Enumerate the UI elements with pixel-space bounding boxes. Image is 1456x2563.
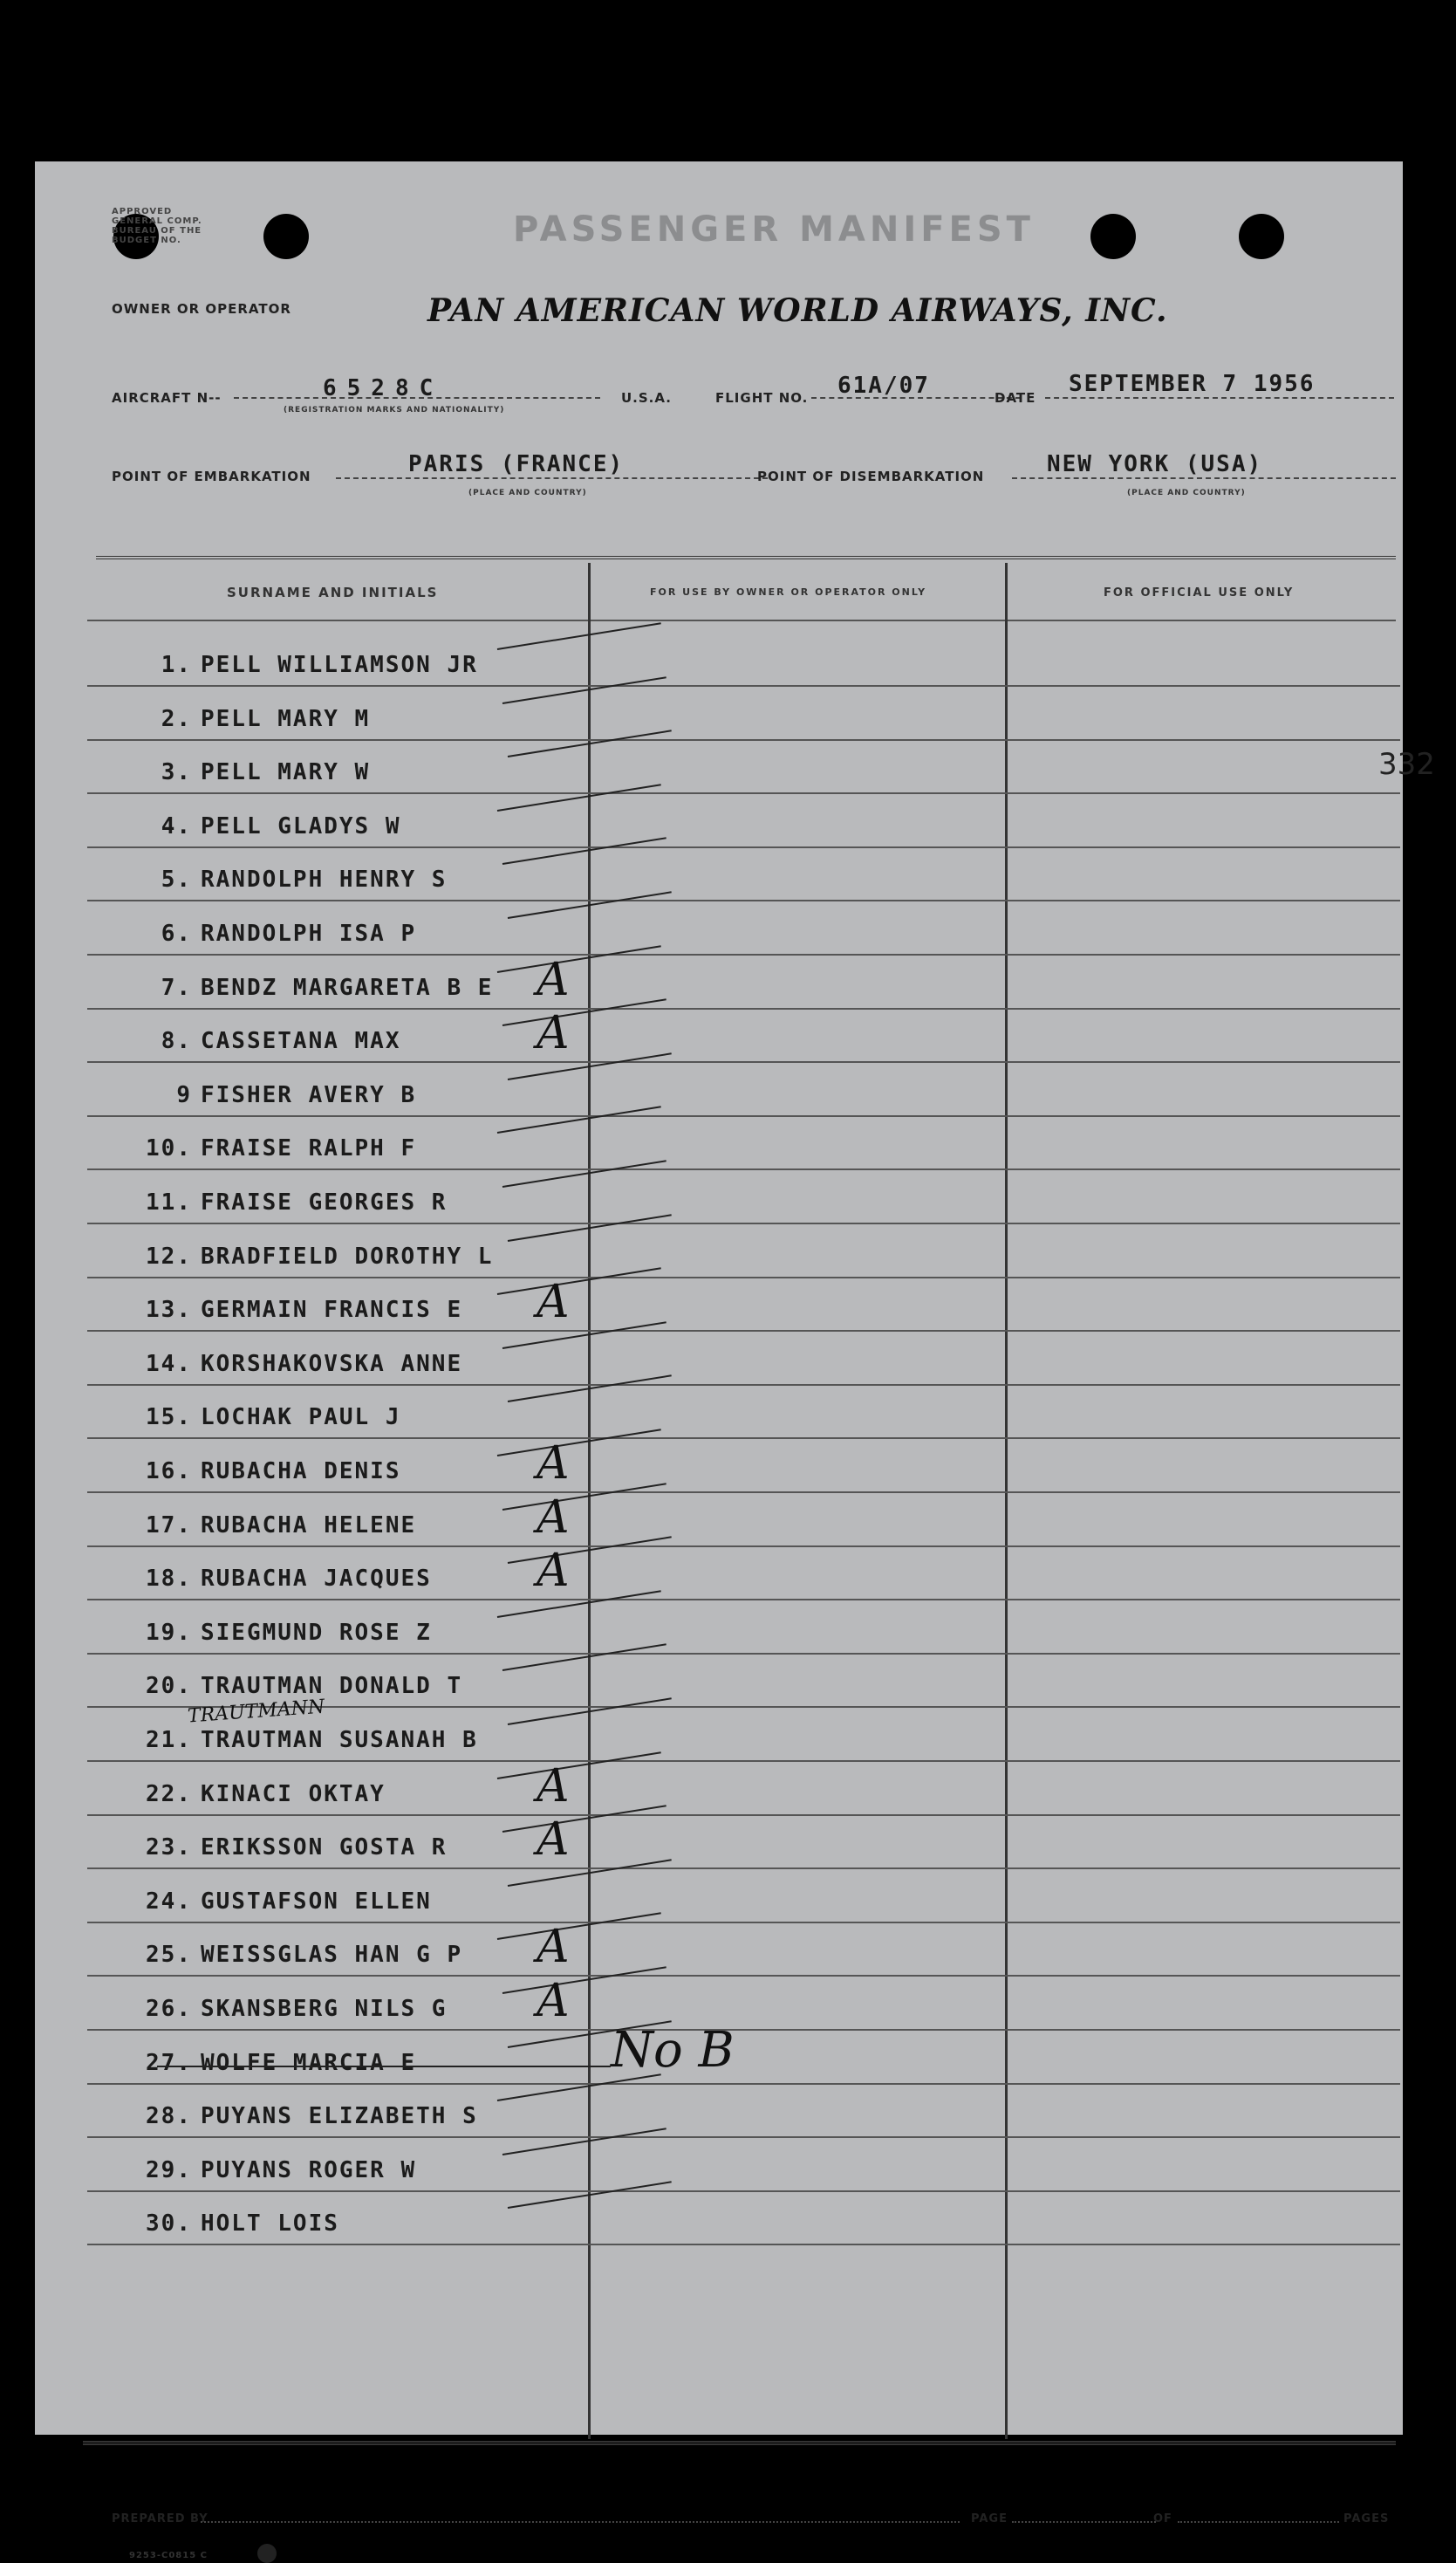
passenger-name: KINACI OKTAY xyxy=(201,1780,386,1807)
table-row xyxy=(87,1116,1400,1170)
row-number: 4. xyxy=(161,812,192,839)
row-number: 29. xyxy=(146,2156,192,2183)
table-row xyxy=(87,1278,1400,1332)
row-number: 3. xyxy=(161,759,192,786)
handwritten-mark: A xyxy=(537,1491,570,1544)
row-number: 30. xyxy=(146,2210,192,2237)
handwritten-mark: A xyxy=(537,1437,570,1490)
passenger-name: RUBACHA HELENE xyxy=(201,1511,417,1538)
col-header-surname: SURNAME AND INITIALS xyxy=(227,585,439,600)
row-number: 13. xyxy=(146,1297,192,1324)
of-label: OF xyxy=(1153,2512,1172,2525)
table-row xyxy=(87,1815,1400,1869)
passenger-name: CASSETANA MAX xyxy=(201,1028,401,1055)
passenger-name: GUSTAFSON ELLEN xyxy=(201,1888,432,1915)
row-number: 8. xyxy=(161,1028,192,1055)
table-row xyxy=(87,1009,1400,1063)
form-number: 9253-C0815 C xyxy=(129,2551,208,2560)
punch-hole xyxy=(1090,214,1136,259)
row-number: 28. xyxy=(146,2103,192,2130)
table-row xyxy=(87,633,1400,687)
passenger-name: LOCHAK PAUL J xyxy=(201,1404,401,1431)
table-row xyxy=(87,2191,1400,2245)
handwritten-mark: A xyxy=(537,1007,570,1060)
passenger-name: FRAISE GEORGES R xyxy=(201,1189,448,1216)
table-row xyxy=(87,2084,1400,2138)
table-row xyxy=(87,1385,1400,1439)
row-number: 23. xyxy=(146,1834,192,1861)
table-row xyxy=(87,953,1400,1010)
passenger-name: PELL WILLIAMSON JR xyxy=(201,652,478,678)
table-row xyxy=(87,1600,1400,1655)
disembarkation-label: POINT OF DISEMBARKATION xyxy=(757,469,985,484)
col-header-official: FOR OFFICIAL USE ONLY xyxy=(1104,586,1295,600)
passenger-name: PUYANS ELIZABETH S xyxy=(201,2103,478,2130)
passenger-name: RANDOLPH HENRY S xyxy=(201,867,448,894)
date-label: DATE xyxy=(995,390,1036,406)
handwritten-mark: A xyxy=(537,1545,570,1598)
row-number: 14. xyxy=(146,1350,192,1377)
official-value: 332 xyxy=(1378,747,1435,783)
punch-hole xyxy=(1239,214,1284,259)
table-row xyxy=(87,1869,1400,1923)
approval-code: APPROVED GENERAL COMP. BUREAU OF THE BUDGET NO. xyxy=(112,207,202,245)
row-number: 27. xyxy=(146,2049,192,2076)
table-row xyxy=(87,740,1435,794)
row-number: 25. xyxy=(146,1942,192,1969)
row-number: 26. xyxy=(146,1996,192,2022)
passenger-name: WEISSGLAS HAN G P xyxy=(201,1942,463,1969)
passenger-name: BRADFIELD DOROTHY L xyxy=(201,1243,494,1270)
embarkation-sublabel: (PLACE AND COUNTRY) xyxy=(468,489,587,497)
handwritten-mark: A xyxy=(537,1276,570,1329)
passenger-name: HOLT LOIS xyxy=(201,2210,339,2237)
table-row xyxy=(87,1170,1400,1224)
passenger-name: SKANSBERG NILS G xyxy=(201,1996,448,2022)
table-row xyxy=(87,687,1400,741)
table-row xyxy=(87,2031,1400,2085)
row-number: 5. xyxy=(161,867,192,894)
manifest-sheet xyxy=(35,161,1435,2560)
aircraft-sublabel: (REGISTRATION MARKS AND NATIONALITY) xyxy=(284,406,505,415)
table-bottom-rule xyxy=(83,2441,1396,2451)
page-title: PASSENGER MANIFEST xyxy=(513,209,1035,250)
row-number: 19. xyxy=(146,1619,192,1646)
passenger-name: TRAUTMAN SUSANAH B xyxy=(201,1727,478,1753)
passenger-name: SIEGMUND ROSE Z xyxy=(201,1619,432,1646)
handwritten-mark: A xyxy=(537,953,570,1006)
row-number: 20. xyxy=(146,1673,192,1700)
row-number: 15. xyxy=(146,1404,192,1431)
strike-through xyxy=(157,2066,611,2067)
row-number: 2. xyxy=(161,705,192,732)
row-number: 11. xyxy=(146,1189,192,1216)
disembarkation-value: NEW YORK (USA) xyxy=(1047,451,1263,477)
table-row xyxy=(87,1759,1400,1816)
owner-value: PAN AMERICAN WORLD AIRWAYS, INC. xyxy=(427,292,1168,329)
aircraft-label: AIRCRAFT N-- xyxy=(112,390,222,406)
handwritten-note: TRAUTMANN xyxy=(187,1696,325,1728)
table-row xyxy=(87,1493,1400,1547)
col-header-operator: FOR USE BY OWNER OR OPERATOR ONLY xyxy=(650,586,927,598)
handwritten-annotation: No B xyxy=(611,2021,735,2079)
handwritten-mark: A xyxy=(537,1975,570,2027)
handwritten-mark: A xyxy=(537,1759,570,1813)
punch-hole xyxy=(263,214,309,259)
row-number: 7. xyxy=(161,974,192,1001)
aircraft-value: 6528C xyxy=(323,375,444,401)
row-number: 10. xyxy=(146,1135,192,1162)
date-value: SEPTEMBER 7 1956 xyxy=(1069,371,1316,397)
flight-label: FLIGHT NO. xyxy=(715,390,809,406)
row-number: 24. xyxy=(146,1888,192,1915)
row-number: 6. xyxy=(161,921,192,947)
passenger-name: WOLFE MARCIA E xyxy=(201,2049,417,2076)
passenger-name: RUBACHA JACQUES xyxy=(201,1566,432,1593)
passenger-name: PELL MARY M xyxy=(201,705,371,732)
passenger-name: BENDZ MARGARETA B E xyxy=(201,974,494,1001)
passenger-name: KORSHAKOVSKA ANNE xyxy=(201,1350,463,1377)
row-number: 21. xyxy=(146,1727,192,1753)
passenger-name: PUYANS ROGER W xyxy=(201,2156,417,2183)
table-row xyxy=(87,1224,1400,1278)
usa-label: U.S.A. xyxy=(621,390,672,406)
table-row xyxy=(87,1063,1400,1117)
passenger-name: GERMAIN FRANCIS E xyxy=(201,1297,463,1324)
passenger-name: RANDOLPH ISA P xyxy=(201,921,417,947)
passenger-name: PELL MARY W xyxy=(201,759,371,786)
row-number: 17. xyxy=(146,1511,192,1538)
owner-label: OWNER OR OPERATOR xyxy=(112,301,291,317)
passenger-name: FRAISE RALPH F xyxy=(201,1135,417,1162)
table-row xyxy=(87,1922,1400,1977)
table-row xyxy=(87,1977,1400,2031)
row-number: 12. xyxy=(146,1243,192,1270)
passenger-name: FISHER AVERY B xyxy=(201,1081,417,1108)
row-number: 16. xyxy=(146,1458,192,1484)
table-row xyxy=(87,2138,1400,2192)
page-label: PAGE xyxy=(971,2512,1008,2525)
embarkation-label: POINT OF EMBARKATION xyxy=(112,469,311,484)
pages-label: PAGES xyxy=(1343,2512,1390,2525)
table-row xyxy=(87,847,1400,901)
embarkation-value: PARIS (FRANCE) xyxy=(408,451,625,477)
passenger-name: TRAUTMAN DONALD T xyxy=(201,1673,463,1700)
flight-value: 61A/07 xyxy=(837,373,930,399)
row-number: 22. xyxy=(146,1780,192,1807)
handwritten-mark: A xyxy=(537,1921,570,1974)
table-row xyxy=(87,794,1400,848)
row-number: 9 xyxy=(176,1081,192,1108)
passenger-name: PELL GLADYS W xyxy=(201,812,401,839)
passenger-name: ERIKSSON GOSTA R xyxy=(201,1834,448,1861)
printer-union-icon xyxy=(257,2544,277,2563)
table-row xyxy=(87,901,1400,956)
row-number: 1. xyxy=(161,652,192,678)
handwritten-mark: A xyxy=(537,1813,570,1867)
row-number: 18. xyxy=(146,1566,192,1593)
table-row xyxy=(87,1332,1400,1386)
passenger-name: RUBACHA DENIS xyxy=(201,1458,401,1484)
table-top-rule xyxy=(96,556,1396,565)
table-row xyxy=(87,1439,1400,1493)
table-row xyxy=(87,1546,1400,1600)
disembarkation-sublabel: (PLACE AND COUNTRY) xyxy=(1127,489,1246,497)
prepared-by-label: PREPARED BY xyxy=(112,2512,208,2525)
